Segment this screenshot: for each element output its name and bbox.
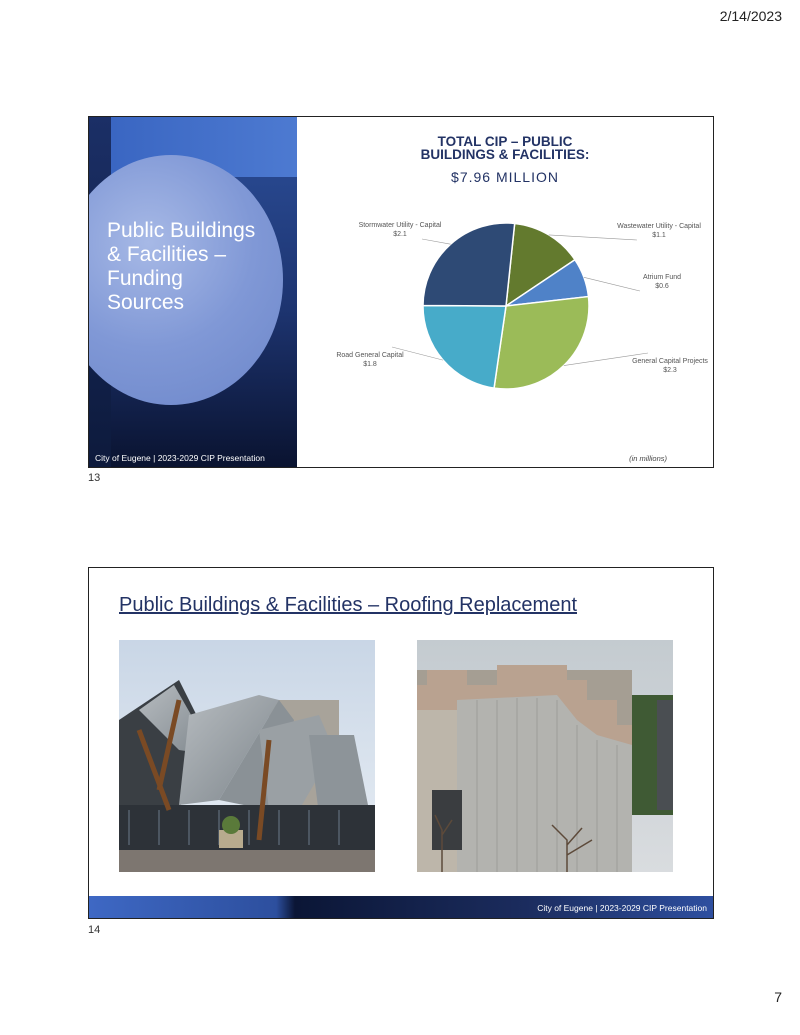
pie-slice-4 <box>423 223 515 306</box>
slide-14-number: 14 <box>88 924 101 936</box>
slice-value-1: $0.6 <box>655 283 669 290</box>
slice-label-2: General Capital Projects <box>632 358 708 365</box>
units-note: (in millions) <box>629 454 667 463</box>
slide-14 <box>88 567 714 919</box>
leader-line-0 <box>549 235 637 240</box>
slice-label-0: Wastewater Utility - Capital <box>617 223 701 230</box>
slide-14-footer: City of Eugene | 2023-2029 CIP Presentation <box>537 903 707 913</box>
chart-subtitle: $7.96 MILLION <box>451 169 559 185</box>
leader-line-4 <box>422 239 451 244</box>
slice-value-0: $1.1 <box>652 232 666 239</box>
slice-value-3: $1.8 <box>363 361 377 368</box>
roof-photo-right <box>417 640 673 872</box>
slide-13-number: 13 <box>88 472 101 484</box>
slide-13-title: Public Buildings & Facilities – Funding Sources <box>107 219 256 314</box>
pie-chart <box>297 117 713 467</box>
slide-13 <box>88 116 714 468</box>
slide-13-sidebar <box>89 117 297 467</box>
slice-label-3: Road General Capital <box>336 352 404 359</box>
slice-label-4: Stormwater Utility - Capital <box>358 222 442 229</box>
slice-value-4: $2.1 <box>393 231 407 238</box>
slide-14-title: Public Buildings & Facilities – Roofing Replacement <box>119 594 578 616</box>
slide-13-footer: City of Eugene | 2023-2029 CIP Presentation <box>95 453 265 463</box>
chart-title-line-1: TOTAL CIP – PUBLIC <box>437 134 573 149</box>
page-date: 2/14/2023 <box>719 8 782 24</box>
leader-line-1 <box>584 277 640 291</box>
roof-photo-left <box>119 640 375 872</box>
slice-value-2: $2.3 <box>663 367 677 374</box>
page-number: 7 <box>774 989 782 1005</box>
chart-title-line-2: BUILDINGS & FACILITIES: <box>420 147 590 162</box>
pie-slice-2 <box>494 297 589 389</box>
chart-panel <box>297 117 713 467</box>
slice-label-1: Atrium Fund <box>642 274 682 281</box>
pie-slice-3 <box>423 306 506 389</box>
